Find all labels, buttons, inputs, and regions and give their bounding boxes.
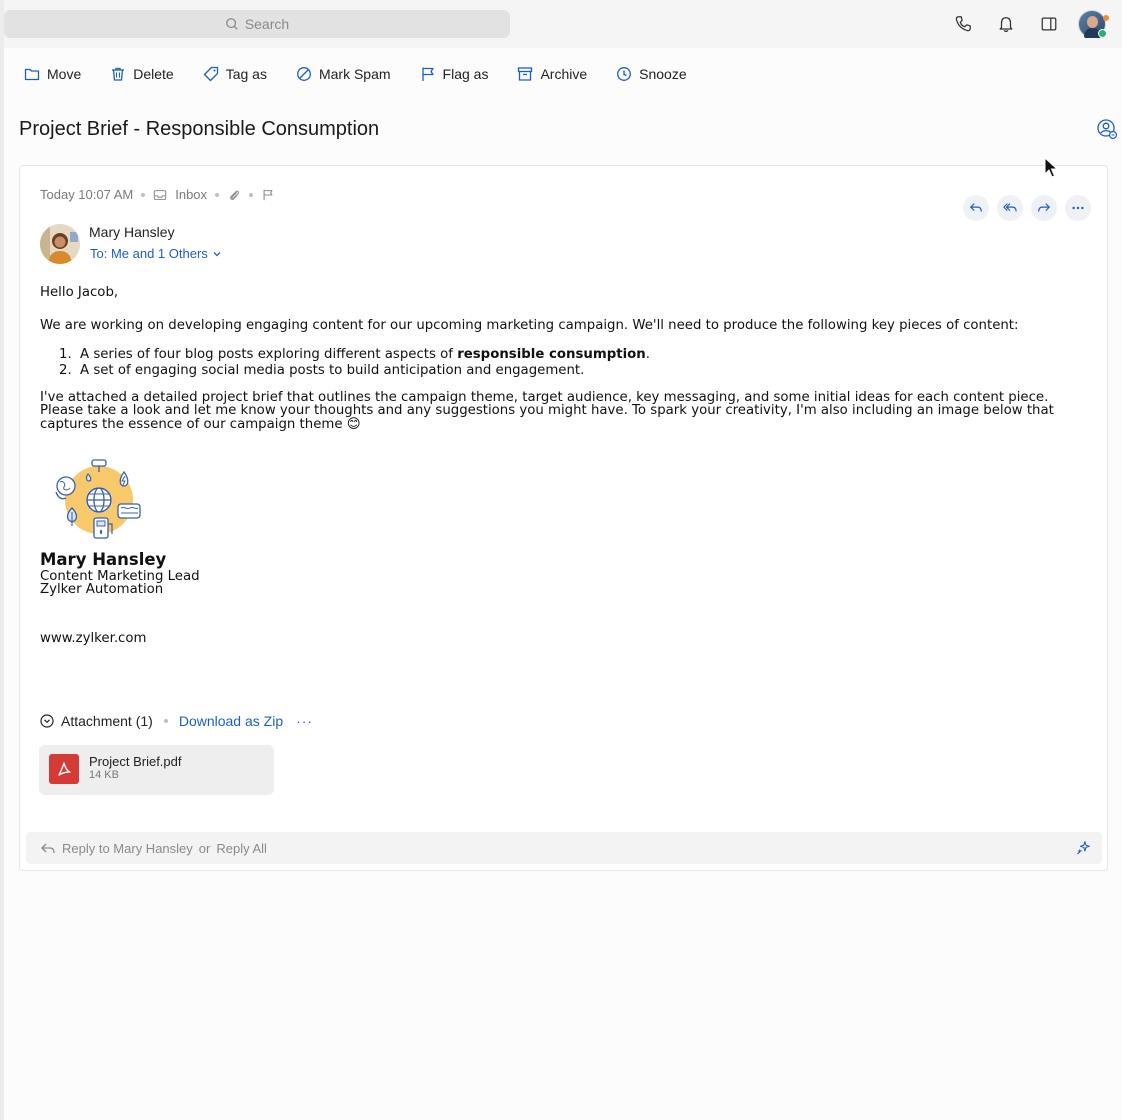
tag-as-label: Tag as [225,66,267,82]
separator-dot [141,193,145,197]
archive-button[interactable] [517,66,587,82]
recipients-toggle[interactable] [90,246,222,261]
avatar-face [1087,16,1098,28]
reading-pane-button[interactable] [1027,0,1070,48]
search-input[interactable] [4,10,510,38]
list-text: A series of four blog posts exploring different aspects of [80,347,458,362]
reading-pane-icon [1040,15,1058,33]
phone-button[interactable] [941,0,984,48]
notifications-button[interactable] [984,0,1027,48]
recipients-label: To: Me and 1 Others [90,246,208,261]
separator-dot [215,193,219,197]
flag-icon [420,66,436,82]
ai-sparkle-icon[interactable] [1076,839,1092,855]
intro-paragraph: We are working on developing engaging content for our upcoming marketing campaign. We'll need to produce the following key pieces of content: [40,318,1019,333]
reply-all-icon [1003,201,1017,215]
sender-name[interactable]: Mary Hansley [89,224,175,240]
online-status-dot [1098,29,1107,38]
acrobat-icon [55,760,73,778]
mail-app [4,0,1122,1120]
search-icon [225,17,239,31]
reply-icon [40,840,56,856]
spam-icon [296,66,312,82]
bell-icon [997,15,1015,33]
content-list [59,348,650,380]
tag-as-button[interactable] [203,66,267,82]
delete-label: Delete [133,66,174,82]
sender-avatar[interactable] [40,224,80,264]
list-bold-text: responsible consumption [457,347,646,362]
search-placeholder: Search [244,16,290,32]
trash-icon [110,66,126,82]
separator-dot [249,193,253,197]
flag-icon[interactable] [261,188,275,202]
attachments-title: Attachment (1) [61,713,153,729]
archive-label: Archive [540,66,588,82]
inbox-icon [153,188,167,202]
attachment-name: Project Brief.pdf [89,754,182,769]
sender-photo [40,224,80,264]
more-icon [1071,201,1085,215]
attachment-size: 14 KB [89,769,119,781]
delete-button[interactable] [110,66,173,82]
list-number: 2. [59,363,72,378]
attachment-file[interactable] [39,745,274,795]
reply-icon [969,201,983,215]
separator-dot [164,719,168,723]
collapse-attachments-icon[interactable] [40,714,54,728]
message-actions [963,195,1091,221]
phone-icon [954,15,972,33]
attachments-header [40,713,313,729]
mark-spam-label: Mark Spam [318,66,391,82]
forward-icon [1037,201,1051,215]
reply-all-button[interactable] [997,195,1023,221]
clock-icon [616,66,632,82]
campaign-theme-image[interactable] [52,458,146,544]
quick-reply-bar[interactable] [26,832,1102,864]
snooze-button[interactable] [616,66,686,82]
mouse-pointer-icon [1044,157,1058,179]
email-meta [40,187,275,202]
email-card [19,165,1108,871]
flag-as-label: Flag as [442,66,489,82]
reply-all-link[interactable]: Reply All [216,840,267,856]
user-avatar[interactable] [1078,10,1106,38]
list-number: 1. [59,347,72,362]
email-subject: Project Brief - Responsible Consumption [19,118,380,140]
mark-spam-button[interactable] [296,66,391,82]
list-text: A set of engaging social media posts to build anticipation and engagement. [80,363,585,378]
chevron-down-icon [212,249,222,259]
notification-dot [1103,15,1109,21]
list-item [59,364,650,380]
list-item [59,348,650,364]
move-button[interactable] [24,66,81,82]
pdf-file-icon [49,754,79,784]
signature-website-link[interactable]: www.zylker.com [40,631,147,646]
closing-paragraph: I've attached a detailed project brief that outlines the campaign theme, target audience, key messaging, and some initial ideas for each content piece. Please take a look and let me know your thoughts and any suggestions you might have. To spark your creativity, I'm also including an image below that captures the essence of our campaign theme 😊 [40,390,1054,432]
folder-icon [24,66,40,82]
flag-as-button[interactable] [420,66,489,82]
attachment-icon [227,188,241,202]
signature-company: Zylker Automation [40,582,164,597]
download-as-zip-link[interactable]: Download as Zip [178,713,284,729]
move-label: Move [47,66,82,82]
reply-button[interactable] [963,195,989,221]
reply-or-text: or [198,840,211,856]
reply-to-sender-link[interactable]: Reply to Mary Hansley [62,840,193,856]
top-bar [4,0,1122,48]
attachments-more-button[interactable]: ··· [296,713,314,729]
signature-role: Content Marketing Lead [40,569,200,584]
email-folder[interactable]: Inbox [175,187,208,202]
more-actions-button[interactable] [1065,195,1091,221]
top-icons [941,0,1122,48]
email-time: Today 10:07 AM [40,187,134,202]
list-text-end: . [645,347,650,362]
tag-icon [203,66,219,82]
signature-name: Mary Hansley [40,550,167,569]
snooze-label: Snooze [639,66,687,82]
contact-details-icon[interactable] [1096,118,1118,140]
forward-button[interactable] [1031,195,1057,221]
mail-toolbar [24,62,716,86]
greeting: Hello Jacob, [40,285,119,300]
archive-icon [517,66,533,82]
